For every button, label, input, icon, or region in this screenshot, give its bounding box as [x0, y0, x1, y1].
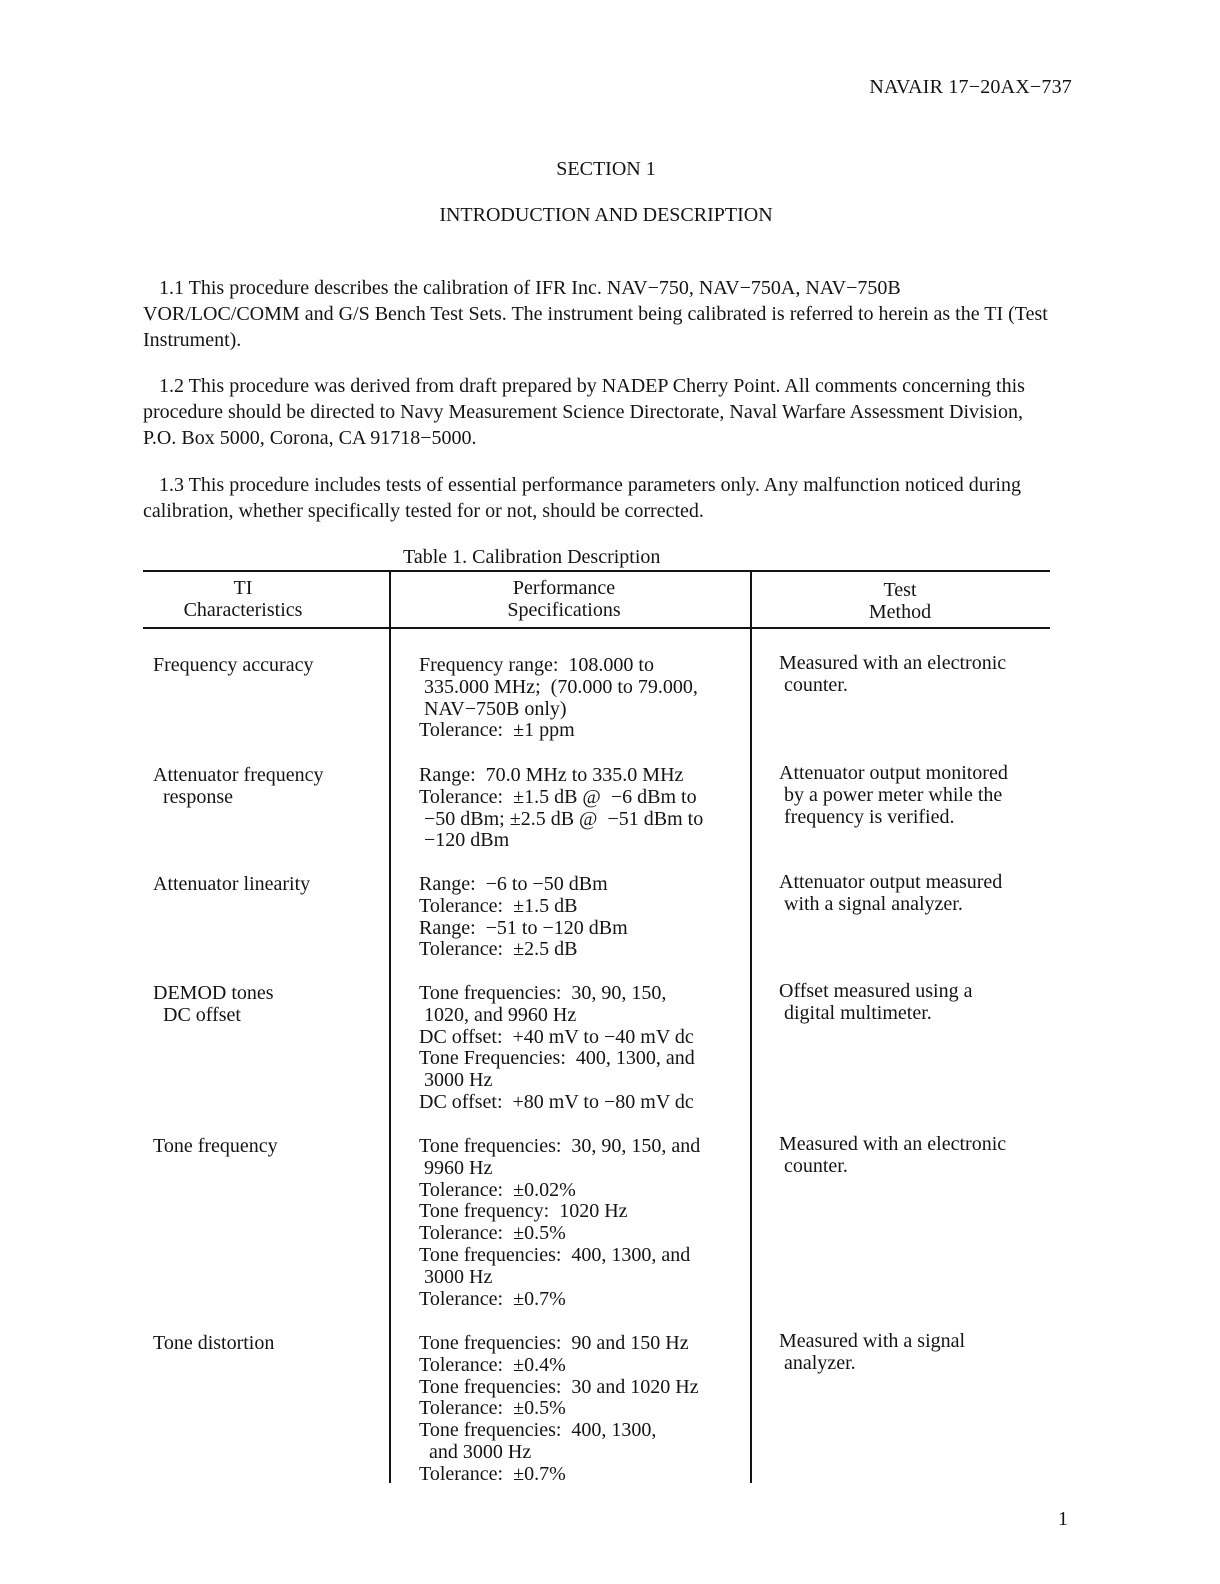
- row-test-method: Measured with an electronic counter.: [779, 1133, 1007, 1177]
- row-specification: Range: −6 to −50 dBm Tolerance: ±1.5 dB Range: −51 to −120 dBm Tolerance: ±2.5 dB: [419, 873, 628, 961]
- row-specification: Range: 70.0 MHz to 335.0 MHz Tolerance: ±1.5 dB @ −6 dBm to −50 dBm; ±2.5 dB @ −51 dBm to −120 dBm: [419, 764, 704, 852]
- column-divider: [389, 570, 391, 1483]
- row-specification: Tone frequencies: 30, 90, 150, and 9960 Hz Tolerance: ±0.02% Tone frequency: 1020 Hz Tolerance: ±0.5% Tone frequencies: 400, 1300, and 3000 Hz Tolerance: ±0.7%: [419, 1135, 701, 1310]
- header-test-method: Test Method: [868, 579, 932, 623]
- row-test-method: Measured with a signal analyzer.: [779, 1330, 966, 1374]
- row-specification: Tone frequencies: 30, 90, 150, 1020, and 9960 Hz DC offset: +40 mV to −40 mV dc Tone Frequencies: 400, 1300, and 3000 Hz DC offset: +80 mV to −80 mV dc: [419, 982, 695, 1113]
- paragraph-number: 1.2: [159, 375, 184, 397]
- table-header-rule: [143, 627, 1050, 629]
- table-caption: Table 1. Calibration Description: [403, 546, 661, 568]
- table-top-rule: [143, 570, 1050, 572]
- row-test-method: Attenuator output measured with a signal analyzer.: [779, 871, 1003, 915]
- row-test-method: Attenuator output monitored by a power meter while the frequency is verified.: [779, 762, 1008, 828]
- column-divider: [750, 570, 752, 1483]
- paragraph-number: 1.1: [159, 277, 184, 299]
- header-ti-characteristics: TI Characteristics: [183, 577, 303, 621]
- row-specification: Frequency range: 108.000 to 335.000 MHz; (70.000 to 79.000, NAV−750B only) Tolerance: ±1 ppm: [419, 654, 698, 742]
- section-subtitle: INTRODUCTION AND DESCRIPTION: [439, 204, 773, 226]
- paragraph-number: 1.3: [159, 474, 184, 496]
- row-characteristic: Attenuator linearity: [153, 873, 311, 895]
- row-test-method: Measured with an electronic counter.: [779, 652, 1007, 696]
- row-characteristic: DEMOD tones DC offset: [153, 982, 274, 1026]
- row-characteristic: Tone distortion: [153, 1332, 275, 1354]
- paragraph-1-1: [143, 275, 1053, 353]
- row-characteristic: Frequency accuracy: [153, 654, 314, 676]
- row-characteristic: Attenuator frequency response: [153, 764, 324, 808]
- paragraph-text: This procedure was derived from draft prepared by NADEP Cherry Point. All comments concerning this procedure should be directed to Navy Measurement Science Directorate, Naval Warfare Assessment Division, P.O. Box 5000, Corona, CA 91718−5000.: [143, 375, 1025, 449]
- paragraph-1-2: [143, 373, 1053, 451]
- paragraph-1-3: [143, 472, 1053, 524]
- document-code: NAVAIR 17−20AX−737: [869, 76, 1072, 98]
- paragraph-text: This procedure includes tests of essential performance parameters only. Any malfunction noticed during calibration, whether specifically tested for or not, should be corrected.: [143, 474, 1021, 522]
- row-test-method: Offset measured using a digital multimeter.: [779, 980, 973, 1024]
- paragraph-text: This procedure describes the calibration of IFR Inc. NAV−750, NAV−750A, NAV−750B VOR/LOC/COMM and G/S Bench Test Sets. The instrument being calibrated is referred to herein as the TI (Test Instrument).: [143, 277, 1048, 351]
- row-specification: Tone frequencies: 90 and 150 Hz Tolerance: ±0.4% Tone frequencies: 30 and 1020 Hz Tolerance: ±0.5% Tone frequencies: 400, 1300, and 3000 Hz Tolerance: ±0.7%: [419, 1332, 699, 1485]
- row-characteristic: Tone frequency: [153, 1135, 278, 1157]
- header-performance-specifications: Performance Specifications: [507, 577, 621, 621]
- page-number: 1: [1058, 1508, 1068, 1530]
- section-title: SECTION 1: [556, 158, 656, 180]
